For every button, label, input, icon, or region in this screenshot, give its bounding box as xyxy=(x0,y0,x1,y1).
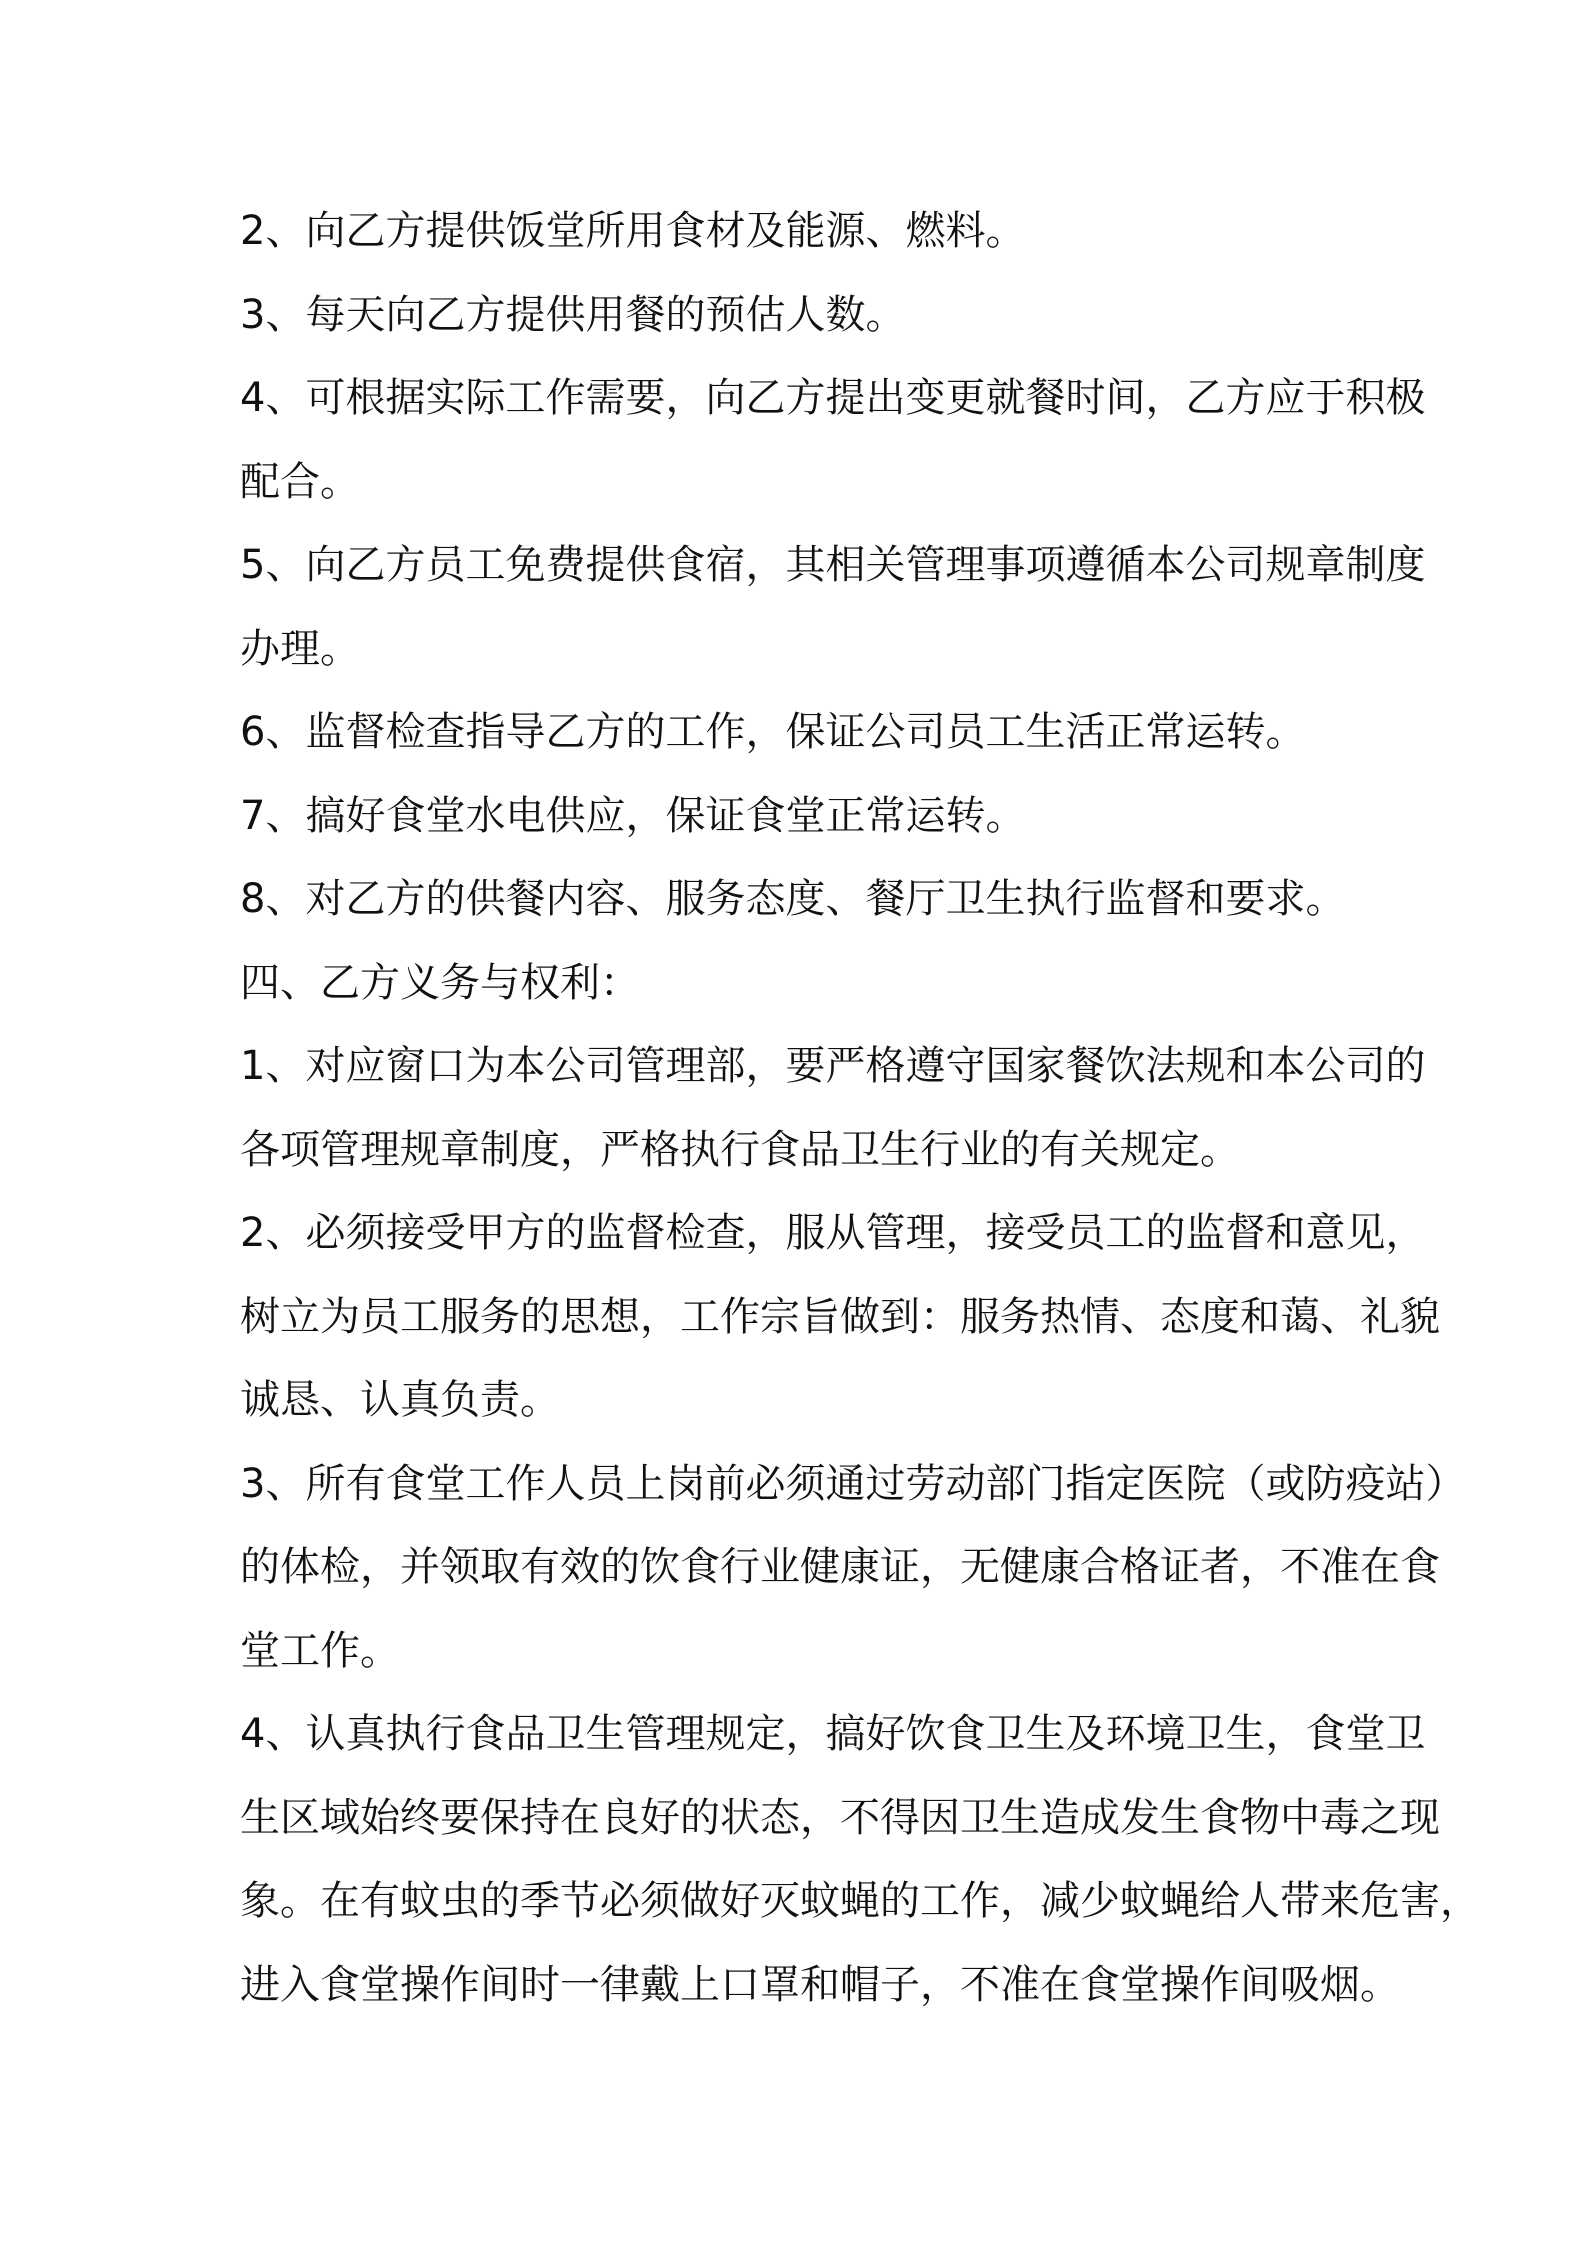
text-line: 3、所有食堂工作人员上岗前必须通过劳动部门指定医院（或防疫站） xyxy=(240,1460,1466,1507)
text-line: 办理。 xyxy=(240,625,360,672)
paragraph xyxy=(240,1443,1466,1694)
text-line: 生区域始终要保持在良好的状态，不得因卫生造成发生食物中毒之现 xyxy=(240,1794,1440,1841)
paragraph xyxy=(240,1025,1426,1192)
paragraph xyxy=(240,274,1360,358)
text-line: 1、对应窗口为本公司管理部，要严格遵守国家餐饮法规和本公司的 xyxy=(240,1043,1426,1089)
paragraph xyxy=(240,524,1426,691)
text-line: 7、搞好食堂水电供应，保证食堂正常运转。 xyxy=(240,792,1026,839)
text-line: 配合。 xyxy=(240,458,360,505)
text-line: 象。在有蚊虫的季节必须做好灭蚊蝇的工作，减少蚊蝇给人带来危害， xyxy=(240,1878,1480,1924)
text-line: 各项管理规章制度，严格执行食品卫生行业的有关规定。 xyxy=(240,1126,1240,1173)
paragraph xyxy=(240,1192,1440,1443)
paragraph xyxy=(240,942,1360,1026)
text-line: 堂工作。 xyxy=(240,1627,400,1674)
text-line: 的体检，并领取有效的饮食行业健康证，无健康合格证者，不准在食 xyxy=(240,1544,1440,1590)
paragraph xyxy=(240,858,1360,942)
paragraph xyxy=(240,357,1426,524)
text-line: 树立为员工服务的思想，工作宗旨做到：服务热情、态度和蔼、礼貌 xyxy=(240,1293,1440,1340)
text-line: 2、向乙方提供饭堂所用食材及能源、燃料。 xyxy=(240,208,1026,254)
document-body xyxy=(240,190,1480,2027)
text-line: 4、认真执行食品卫生管理规定，搞好饮食卫生及环境卫生，食堂卫 xyxy=(240,1711,1426,1757)
paragraph xyxy=(240,775,1360,859)
text-line: 4、可根据实际工作需要，向乙方提出变更就餐时间，乙方应于积极 xyxy=(240,375,1426,421)
text-line: 四、乙方义务与权利： xyxy=(240,959,640,1006)
paragraph xyxy=(240,691,1360,775)
text-line: 2、必须接受甲方的监督检查，服从管理，接受员工的监督和意见， xyxy=(240,1210,1426,1256)
text-line: 5、向乙方员工免费提供食宿，其相关管理事项遵循本公司规章制度 xyxy=(240,542,1426,588)
text-line: 3、每天向乙方提供用餐的预估人数。 xyxy=(240,291,906,338)
paragraph xyxy=(240,1693,1480,2027)
text-line: 6、监督检查指导乙方的工作，保证公司员工生活正常运转。 xyxy=(240,709,1306,755)
text-line: 进入食堂操作间时一律戴上口罩和帽子，不准在食堂操作间吸烟。 xyxy=(240,1961,1400,2008)
text-line: 诚恳、认真负责。 xyxy=(240,1377,560,1423)
paragraph xyxy=(240,190,1360,274)
text-line: 8、对乙方的供餐内容、服务态度、餐厅卫生执行监督和要求。 xyxy=(240,876,1346,922)
